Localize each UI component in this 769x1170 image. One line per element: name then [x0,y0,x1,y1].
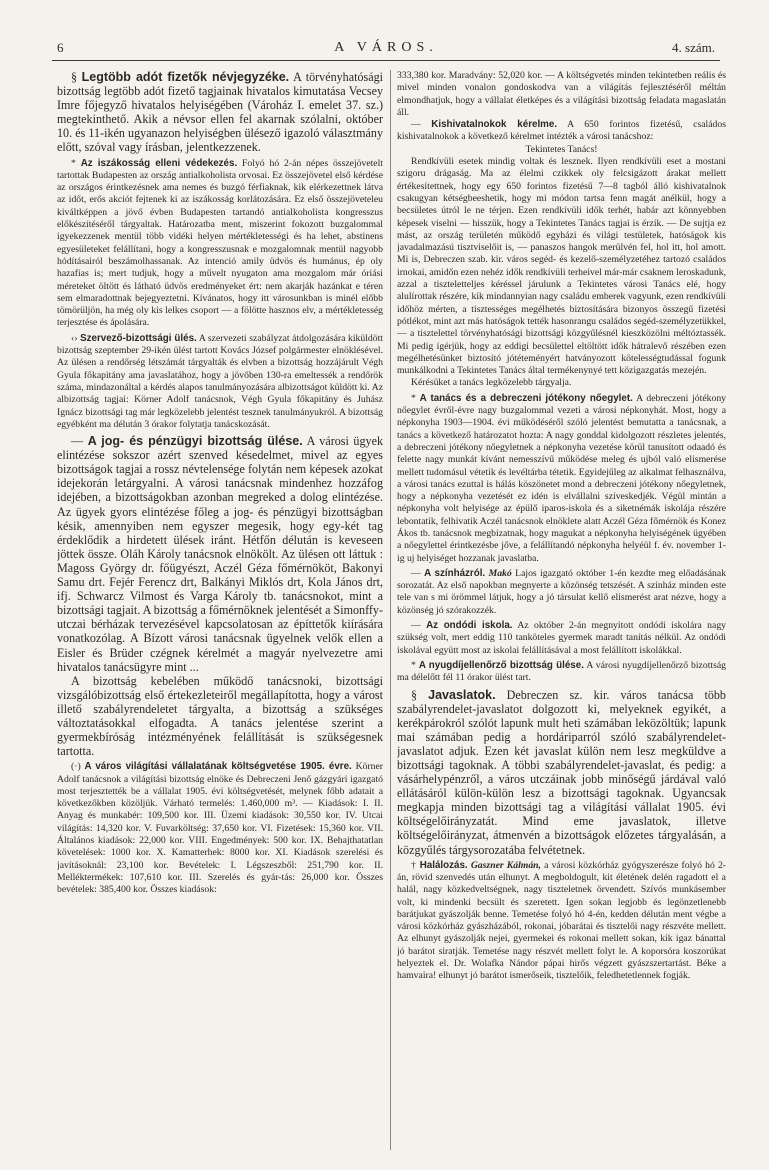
page-header [52,38,720,61]
article-text: A debreczeni jótékony nőegylet évről-évre nagy buzgalommal vezeti a városi népkonyhát. Most, hogy a népkonyha 1903—1904. évi működéséről szóló jelentést bemutatta a tanácsnak, a tanács a következő határozatot hozta: A nagy gonddal kidolgozott részletes jelentés, a debreczeni jótékony nőegyletnek a népkonyha vezetése körül tanusított odaadó és felette nagy munkát kívánt nemesszívű működése meleg és ujból való elismerése mellett tudomásul vétetik és levéltárba tétetik. Egyidejűleg az alkalmat felhasználva, a városi tanács ezuttal is hálás köszönetet mond a debreczeni jótékony nőegyletnek, hogy a népkonyha vezetését ez idén is elvállalni szíveskedjék. Végül mintán a népkonyha volt helyisége az épülő iparos-iskola és a siketnémák iskolája részére lebontatik, felhivatik Aczél tanácsnok elnöklete alatt Aczél Géza főmérnök és Konez Ákos tb. tanácsnok megbizatnak, hogy magukat a népkonyha helyiségének ügyében a nőegylettel érintkezésbe jőve, a felállítandó népkonyha helyéül f. év. november 1-ig uj helyiséget hozzanak javaslatba. [397,392,726,564]
article-heading: Szervező-bizottsági ülés. [80,332,197,344]
person-name: Makó [488,567,512,579]
article-heading: A tanács és a debreczeni jótékony nőegylet. [419,392,633,404]
section-mark: * [71,157,76,169]
article-iszakossag [57,158,383,330]
article-text: Lajos igazgató október 1-én kezdte meg előadásának sorozatát. Az első napokban megnyerte a közönség tetszését. A színház minden este tele van s mi örömmel látjuk, hogy a jó társulat kellő elismerést arat nézve, hogy a közönség jó szórakozzék. [397,567,726,616]
article-heading: Halálozás. [419,859,468,871]
article-text: Debreczen sz. kir. város tanácsa több szabályrendelet-javaslatot dolgozott ki, melyeknek egyikét, a kerékpárokról szólót lapunk mult heti számában leközöltük; lapunk mai számában pedig a hordáriparról szóló szabályrendelet-javaslatot adjuk. Ezen két javaslat külön nem lesz megküldve a bizottsági tagoknak. A többi szabályrendelet-javaslat, és pedig: a vásárhelypénzről, a város utczáinak jobb minőségű járdával való ellátásáról külön-külön lesz a bizottsági tagoknak. Ugyancsak megkapja minden bizottsági tag a világítási vállalat 1905. évi költségelőirányzatát. Mind eme javaslatok, illetve költségelőirányzat, átmenvén a bizottságok előzetes tárgyalásán, a közgyűlés tárgysorozatába felvétetnek. [397,687,726,857]
section-mark: § [71,70,78,84]
article-noegylet [397,393,726,565]
article-heading: Az ondódi iskola. [426,620,513,632]
section-mark: † [411,859,417,871]
section-mark: § [411,687,418,702]
article-text: Körner Adolf tanácsnok a világítási bizottság elnöke és Debreczeni Jenő gázgyári igazgató most terjesztették be a vállalat 1905. évi költségvetését, melynek főbb adatait a következőkben közöljük. Várható termelés: 1.460,000 m³. — Kiadások: I. II. Anyag és munkabér: 109,500 kor. III. Üzemi kiadások: 30,550 kor. IV. Utcai világítás: 14,320 kor. V. Fuvarköltség: 37,650 kor. VI. Fizetések: 15,360 kor. VII. Általános kiadások: 22,000 kor. VIII. Engedmények: 500 kor. IX. Behajthatatlan követelések: 1000 kor. X. Kamatterhek: 8000 kor. XI. Kiadások szerelési és javításoknál: 23,100 kor. Bevételek: I. Légszeszből: 251,790 kor. II. Melléktermékek: 107,610 kor. III. Szerelés és gyár-tás: 26,000 kor. Összes bevételek: 385,400 kor. Összes kiadások: [57,761,383,896]
article-szinhaz [397,568,726,617]
article-text: Az október 2-án megnyitott ondódi iskolára nagy szükség volt, mert eddig 110 tanköteles gyermek maradt tanítás nélkül. Az ondódi iskolával együtt most az iskolai felállításával a most felállított iskolákkal. [397,620,726,656]
issue-number: 4. szám. [672,40,715,55]
section-mark: (·) [71,761,81,773]
article-halalozas [397,860,726,983]
article-text: Folyó hó 2-án népes összejövetelt tartottak Budapesten az ország antialkoholista orvosai. Ez összejövetel első kérdése az országos érintkezésnek ama nemes és buzgó férfiaknak, kik elérkezettnek látva az időt, erős akciót fejtenek ki az iszákosság korlátozására. Ez első összejöveteleu kiváltképpen a jövő évben Budapesten tartandó antialkoholista kongresszus előkészítéséről tárgyaltak. Határozatba ment, miszerint fokozott buzgalommal igyekezzenek mentül több vidéki helyen mértékletességi és ha lehet, abstinens egyesületeket felállítani, hogy a kongresszusnak e mozgalomnak mentül nagyobb hódításairól beszámolhassanak. Az intenció amily üdvös és humánus, ép oly hazafias is; mert tudjuk, hogy a művelt nyugaton ama mozgalom már óriási méreteket öltött és látható üdvös eredményeket ért: nem akarják hazánkat e téren sem elmaradottnak bejegyeztetni. Kívánatos, hogy itt városunkban is minél előbb tömörüljön, ha még oly kis lelkes csoport — a fölötte hasznos elv, a mértékletesség terjesztése és ápolására. [57,157,383,329]
article-szervezo-bizottsag [57,333,383,431]
article-heading: A színházról. [424,567,486,579]
article-koltsegvetes-cont: 333,380 kor. Maradvány: 52,020 kor. — A költségvetés minden tekintetben reális és mivel minden vonalon gondoskodva van a világítás fejlesztéséről méltán elmondhatjuk, hogy a vállalat életképes és a világítási bizottság feladata magaslatán áll. [397,70,726,118]
letter-closing: Kérésüket a tanács legközelebb tárgyalja. [411,377,572,389]
article-heading: Legtöbb adót fizetők névjegyzéke. [81,70,290,84]
section-mark: — [411,119,421,131]
column-divider [390,70,391,1150]
section-mark: — [411,567,421,579]
article-text: A bizottság kebelében működő tanácsnoki, bizottsági vizsgálóbizottság első értekezleteiről megállapította, hogy a várost illető szabályrendeletet tárgyalta, a bizottság a szükséges változtatásokkal elfogadta. A tanács jelentése szerint a gyermekbíróság intézményének felállítását is szükségesnek tartotta. [57,673,383,759]
article-javaslatok [397,688,726,857]
article-heading: A város világítási vállalatának költségvetése 1905. évre. [84,761,352,773]
section-mark: — [71,434,84,449]
section-mark: * [411,659,416,671]
person-name: Gaszner Kálmán, [470,859,541,871]
article-heading: A jog- és pénzügyi bizottság ülése. [87,434,303,449]
article-text: A szervezeti szabályzat átdolgozására kiküldött bizottság szeptember 29-ikén ülést tartott Kovács József polgármester elnöklésével. Az ülésen a rendőrség létszámát tárgyalták és elvben a bizottság hozzájárult Végh Gyula főkapitány ama javaslatához, hogy a jövőben 130-ra emeltessék a rendőrök száma, mindazonáltal a kérdés alapos tanulmányozására albizottságot küldött ki. Az albizottság tagjai: Körner Adolf tanácsnok, Végh Gyula főkapitány és Juhász Ignácz bizottsági tag már legközelebb jelentést tesznek tanulmányukról. A bizottság egyébként ma délután 3 órakor folytatja tanácskozását. [57,332,383,430]
article-text: A 650 forintos fizetésű, családos kishivatalnokok a következő kérelmet intézték a városi tanácshoz: [397,119,726,143]
article-nyugdij-bizottsag [397,660,726,685]
article-kishivatalnokok [397,119,726,144]
section-mark: ‹› [71,332,78,344]
article-vilagitasi-koltsegvetes [57,761,383,896]
article-ondodi-iskola [397,620,726,657]
article-heading: Kishivatalnokok kérelme. [431,119,558,131]
article-legtobb-ado [57,70,383,155]
article-heading: Javaslatok. [428,687,496,702]
left-column [57,70,383,1155]
section-mark: * [411,392,416,404]
page-number: 6 [57,40,64,55]
article-jog-penzugyi [57,434,383,674]
letter-salutation: Tekintetes Tanács! [525,143,598,155]
right-column [397,70,726,1155]
article-text: A városi nyugdíjellenőrző bizottság ma délelőtt fél 11 órakor ülést tart. [397,659,726,684]
article-text: A városi ügyek elintézése sokszor azért szenved késedelmet, mivel az egyes bizottságok tagjai a rossz névtelensége folytán nem képesek azokat idejekorán letárgyalni. A városi tanácsnak mindenhez hozzáfog idejében, a bizottságokban azonban megreked a dolog elintézése. Az ügyek gyors elintézése főleg a jog- és pénzügyi bizottságban késik, amennyiben nem egyszer megesik, hogy egy-két tag érdeklődik a hirdetett ülések iránt. Hétfőn délután is keveseen jöttek össze. Oláh Károly tanácsnok elnökölt. Az ülésen ott láttuk : Magoss György dr. főügyészt, Aczél Géza főmérnököt, Bakonyi Samu drt. Fejér Ferencz drt, Balkányi Miklós drt, Kola János drt, ifj. Schwarcz Vilmost és Varga Károly tb. tanácsnokot, mint a bizottsági tagjait. A bizottság a főmérnöknek jelentését a Simonffy-utczai bérházak tervezésével kapcsolatosan az építtetők kiírására vonatkozólag. A Bízott városi tanácsnak ügyelnek velők ellen a Eisler és Brüder czégnek kérelmét a magyár nyelvezetre ami hivatalos tanácsügyre mint ... [57,434,383,674]
article-text: A törvényhatósági bizottság legtöbb adót fizető tagjainak hivatalos kimutatása Vecsey Imre főjegyző hivatalos helyiségében (Vároház I. emelet 37. sz.) megtekinthető. Akik a névsor ellen fel akarnak szólalni, október 10. és 11-ikén ugyanazon helyiségben ülésező igazoló választmány előtt, szóval vagy írásban, jelentkezzenek. [57,70,383,155]
letter-body: Rendkívüli esetek mindig voltak és lesznek. Ilyen rendkívüli eset a mostani szigoru drágaság. Ma az élelmi czikkek oly felcsigázott árakat mellett értékesítettnek, hogy egy 650 forintos fizetésű 7—8 tagból álló kishivatalnok csakugyan kétségbeeshetik, hogy mi módon tartsa fenn magát anélkül, hogy a becsületes útról le ne térjen. Ezen rendkívüli idők terhét, habár azt könnyebben képesek viselni — hisszük, hogy a Tekintetes Tanács tagjai is érzik. — De sujtja ez mást, az ország területén működő egyházi és világi testületek, hatóságok kis javadalmazású tisztviselőit is, — panaszos hangok merülvén fel, hol itt, hol amott. Mi is, Debreczen szab. kir. város segéd- és kezelő-személyzetéhez tartozó családos irnokai, amidőn ezen nehéz idők rendkívüli terheivel már-már csaknem leroskadunk, azzal a tiszteletteljes kéréssel járulunk a Tekintetes városi Tanács elé, hogy alulírottak részére, kik mindannyian nagy családu emberek vagyunk, ezen rendkívüli időhöz mérten, a tisztességes megélhetés biztosítására bizonyos összegű fizetési pótlékot, mint azt más hatóságok tették hasonrangu családos segéd-személyzetükkel, — a tisztelettel törvényhatósági bizottsági közgyűlésnél kieszközölni méltóztassék. Mi pedig ígérjük, hogy az eddigi becsülettel eltöltött idők hátralevő részében ezen megélhetésünket biztosító jótéteményért hatványozott kötelességtudással fogunk munkálkodni a Tekintetes Tanács által termékenynyé tett közigazgatás mezején. [397,156,726,377]
article-heading: Az iszákosság elleni védekezés. [80,157,238,169]
article-text: a városi közkórház gyógyszerésze folyó hó 2-án, rövid szenvedés után elhunyt. A megboldogult, kit életének delén ragadott el a halál, nagy közkedveltségnek, nagy tiszteletnek örvendett. Szívós munkásember volt, ki mindenki becsült és szeretett. Igen sokan legjobb és legönzetlenebb barátjukat gyászolják benne. Temetése folyó hó 4-én, kedden délután ment végbe a városi közkórház gyászházából, rokonai, jóbarátai és tisztelői nagy részvéte mellett. Az elhunyt gyászolják nejei, gyermekei és rokonai mellett sokan, kik igaz bánattal jó barátot siratják. Temetése nagy részvét mellett folyt le. A koporsóra koszorúkat helyeztek el. Dr. Wolafka Nándor pápai hirős végzett gyászszertartást. Béke a hamvaira! elhunyt jó barátot ismerőseik, tisztelőik, feledhetetlennek fogják. [397,859,726,982]
section-mark: — [411,620,421,632]
newspaper-title: A VÁROS. [334,40,438,55]
article-jog-penzugyi-cont [57,674,383,759]
article-heading: A nyugdíjellenőrző bizottság ülése. [418,659,584,671]
